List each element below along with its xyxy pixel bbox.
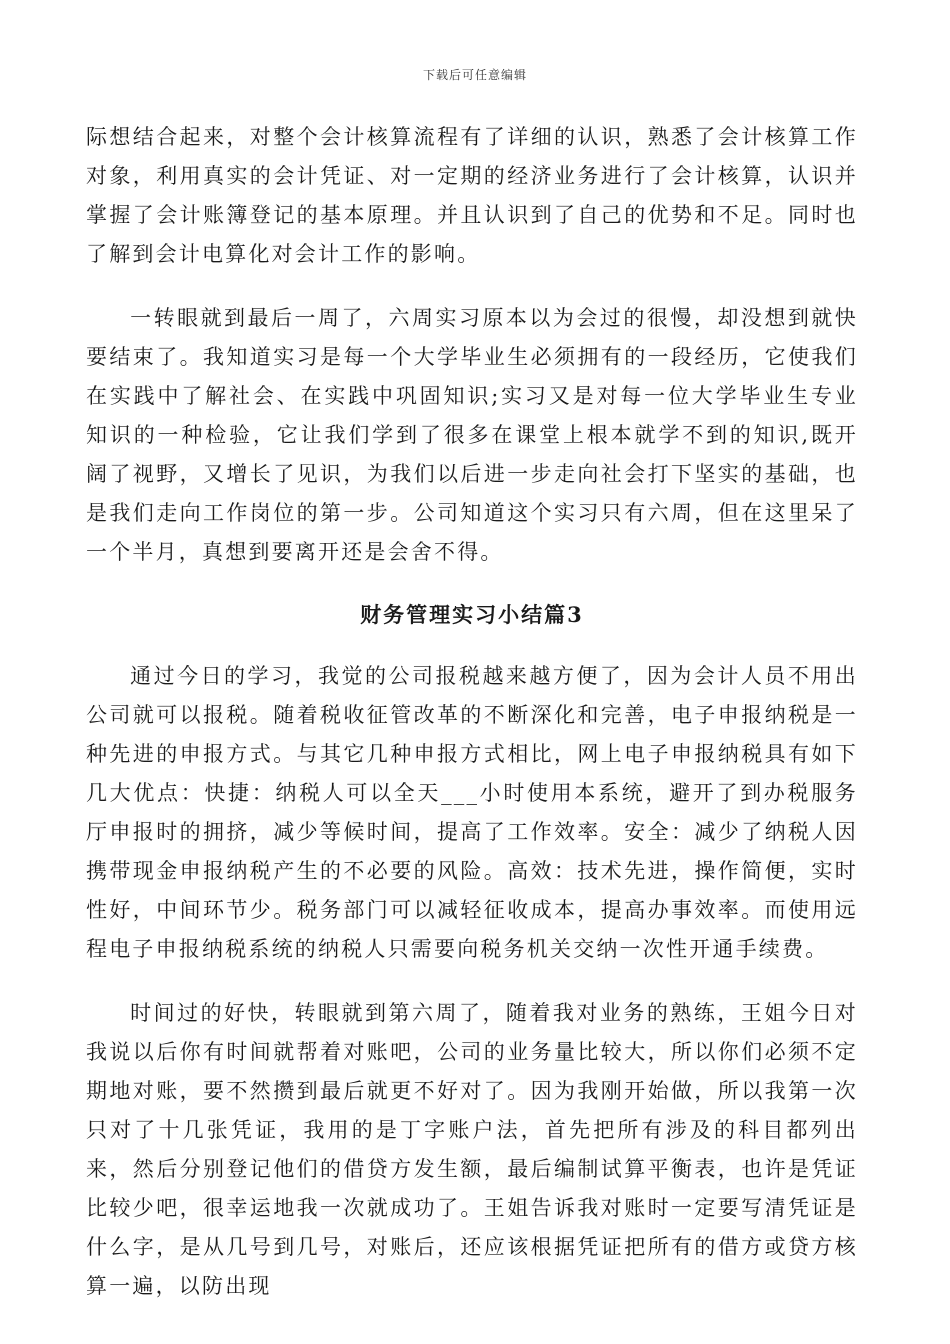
document-body xyxy=(86,118,858,1306)
paragraph-2: 一转眼就到最后一周了，六周实习原本以为会过的很慢，却没想到就快要结束了。我知道实习是每一个大学毕业生必须拥有的一段经历，它使我们在实践中了解社会、在实践中巩固知识;实习又是对每一位大学毕业生专业知识的一种检验，它让我们学到了很多在课堂上根本就学不到的知识,既开阔了视野，又增长了见识，为我们以后进一步走向社会打下坚实的基础，也是我们走向工作岗位的第一步。公司知道这个实习只有六周，但在这里呆了一个半月，真想到要离开还是会舍不得。 xyxy=(86,306,858,564)
paragraph-4: 时间过的好快，转眼就到第六周了，随着我对业务的熟练，王姐今日对我说以后你有时间就帮着对账吧，公司的业务量比较大，所以你们必须不定期地对账，要不然攒到最后就更不好对了。因为我刚开始做，所以我第一次只对了十几张凭证，我用的是丁字账户法，首先把所有涉及的科目都列出来，然后分别登记他们的借贷方发生额，最后编制试算平衡表，也许是凭证比较少吧，很幸运地我一次就成功了。王姐告诉我对账时一定要写清凭证是什么字，是从几号到几号，对账后，还应该根据凭证把所有的借方或贷方核算一遍，以防出现 xyxy=(86,1001,858,1298)
section-title: 财务管理实习小结篇3 xyxy=(360,602,584,627)
paragraph-3: 通过今日的学习，我觉的公司报税越来越方便了，因为会计人员不用出公司就可以报税。随着税收征管改革的不断深化和完善，电子申报纳税是一种先进的申报方式。与其它几种申报方式相比，网上电子申报纳税具有如下几大优点：快捷：纳税人可以全天___小时使用本系统，避开了到办税服务厅申报时的拥挤，减少等候时间，提高了工作效率。安全：减少了纳税人因携带现金申报纳税产生的不必要的风险。高效：技术先进，操作简便，实时性好，中间环节少。税务部门可以减轻征收成本，提高办事效率。而使用远程电子申报纳税系统的纳税人只需要向税务机关交纳一次性开通手续费。 xyxy=(86,664,858,961)
paragraph-1: 际想结合起来，对整个会计核算流程有了详细的认识，熟悉了会计核算工作对象，利用真实的会计凭证、对一定期的经济业务进行了会计核算，认识并掌握了会计账簿登记的基本原理。并且认识到了自己的优势和不足。同时也了解到会计电算化对会计工作的影响。 xyxy=(86,125,858,266)
header-note: 下载后可任意编辑 xyxy=(422,68,527,82)
